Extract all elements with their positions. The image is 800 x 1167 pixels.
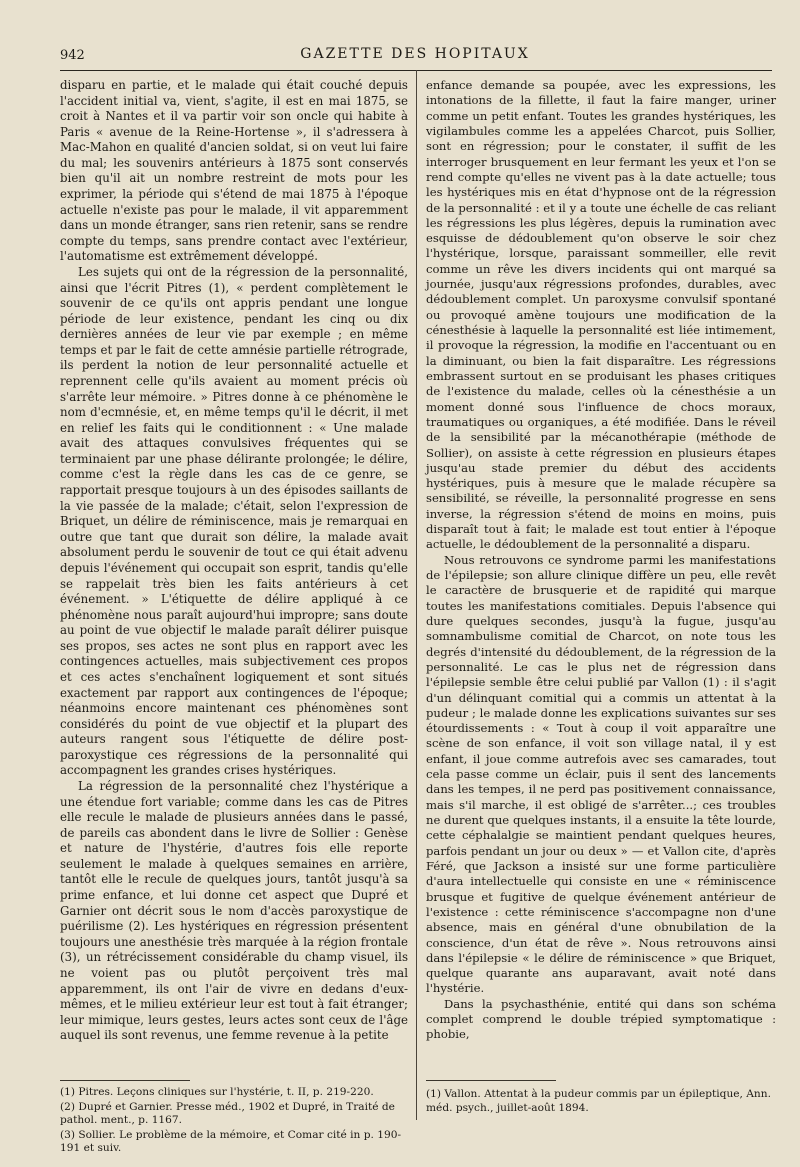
paragraph: Dans la psychasthénie, entité qui dans son schéma complet comprend le double trépied symptomatique : phobie,	[426, 996, 776, 1042]
footnote: (1) Pitres. Leçons cliniques sur l'hystérie, t. II, p. 219-220.	[60, 1086, 374, 1098]
column-divider	[416, 70, 417, 1120]
footnote: (1) Vallon. Attentat à la pudeur commis par un épileptique, Ann. méd. psych., juillet-août 1894.	[426, 1088, 771, 1114]
paragraph: disparu en partie, et le malade qui était couché depuis l'accident initial va, vient, s'agite, il est en mai 1875, se croit à Nantes et il va partir voir son oncle qui habite à Paris « avenue de la Reine-Hortense », il s'adressera à Mac-Mahon en qualité d'ancien soldat, si on veut lui faire du mal; les souvenirs antérieurs à 1875 sont conservés bien qu'il ait un nombre restreint de mots pour les exprimer, la période qui s'étend de mai 1875 à l'époque actuelle n'existe pas pour le malade, il vit apparemment dans un monde étranger, sans rien retenir, sans se rendre compte du temps, sans prendre contact avec l'extérieur, l'automatisme est extrêmement développé.	[60, 78, 408, 264]
page-number: 942	[60, 48, 85, 63]
footnote-rule	[60, 1080, 190, 1081]
right-column	[426, 78, 776, 1043]
paragraph: enfance demande sa poupée, avec les expressions, les intonations de la fillette, il faut la faire manger, uriner comme un petit enfant. Toutes les grandes hystériques, les vigilambules comme les a appelées Charcot, puis Sollier, sont en régression; pour le constater, il suffit de les interroger brusquement en leur fermant les yeux et l'on se rend compte qu'elles ne vivent pas à la date actuelle; tous les hystériques mis en état d'hypnose ont de la régression de la personnalité : et il y a toute une échelle de cas reliant les régressions les plus légères, depuis la rumination avec esquisse de dédoublement qu'on observe le soir chez l'hystérique, lorsque, paraissant sommeiller, elle revit comme un rêve les divers incidents qui ont marqué sa journée, jusqu'aux régressions profondes, durables, avec dédoublement complet. Un paroxysme convulsif spontané ou provoqué amène toujours une modification de la cénesthésie à laquelle la personnalité est liée intimement, il provoque la régression, la modifie en l'accentuant ou en la diminuant, ou bien la fait disparaître. Les régressions embrassent surtout en se produisant les phases critiques de l'existence du malade, celles où la cénesthésie a un moment donné sous l'influence de chocs moraux, traumatiques ou organiques, a été modifiée. Dans le réveil de la sensibilité par la mécanothérapie (méthode de Sollier), on assiste à cette régression en plusieurs étapes jusqu'au stade premier du début des accidents hystériques, puis à mesure que le malade récupère sa sensibilité, se réveille, la personnalité progresse en sens inverse, la régression s'étend de moins en moins, puis disparaît tout à fait; le malade est tout entier à l'époque actuelle, le dédoublement de la personnalité a disparu.	[426, 78, 776, 552]
paragraph: Nous retrouvons ce syndrome parmi les manifestations de l'épilepsie; son allure clinique diffère un peu, elle revêt le caractère de brusquerie et de rapidité qui marque toutes les manifestations comitiales. Depuis l'absence qui dure quelques secondes, jusqu'à la fugue, jusqu'au somnambulisme comitial de Charcot, on note tous les degrés d'intensité du dédoublement, de la régression de la personnalité. Le cas le plus net de régression dans l'épilepsie semble être celui publié par Vallon (1) : il s'agit d'un délinquant comitial qui a commis un attentat à la pudeur ; le malade donne les explications suivantes sur ses étourdissements : « Tout à coup il voit apparaître une scène de son enfance, il voit son village natal, il y est enfant, il joue comme autrefois avec ses camarades, tout cela passe comme un éclair, puis il sent des lancements dans les tempes, il ne perd pas positivement connaissance, mais s'il marche, il est obligé de s'arrêter...; ces troubles ne durent que quelques instants, il a ensuite la tête lourde, cette céphalalgie se maintient pendant quelques heures, parfois pendant un jour ou deux » — et Vallon cite, d'après Féré, que Jackson a insisté sur une forme particulière d'aura intellectuelle qui consiste en une « réminiscence brusque et fugitive de quelque événement antérieur de l'existence : cette réminiscence s'accompagne non d'une absence, mais en général d'une obnubilation de la conscience, d'un état de rêve ». Nous retrouvons ainsi dans l'épilepsie « le délire de réminiscence » que Briquet, quelque quarante ans auparavant, avait noté dans l'hystérie.	[426, 552, 776, 996]
left-column	[60, 78, 408, 1044]
footnote: (2) Dupré et Garnier. Presse méd., 1902 et Dupré, in Traité de pathol. ment., p. 1167.	[60, 1100, 395, 1127]
page-header	[60, 28, 770, 62]
footnotes-right	[426, 1088, 776, 1116]
paragraph: La régression de la personnalité chez l'hystérique a une étendue fort variable; comme dans les cas de Pitres elle recule le malade de plusieurs années dans le passé, de pareils cas abondent dans le livre de Sollier : Genèse et nature de l'hystérie, d'autres fois elle reporte seulement le malade à quelques semaines en arrière, tantôt elle le recule de quelques jours, tantôt jusqu'à sa prime enfance, et lui donne cet aspect que Dupré et Garnier ont décrit sous le nom d'accès paroxystique de puérilisme (2). Les hystériques en régression présentent toujours une anesthésie très marquée à la région frontale (3), un rétrécissement considérable du champ visuel, ils ne voient pas ou plutôt perçoivent très mal apparemment, ils ont l'air de vivre en dedans d'eux-mêmes, et le milieu extérieur leur est tout à fait étranger; leur mimique, leurs gestes, leurs actes sont ceux de l'âge auquel ils sont revenus, une femme revenue à la petite	[60, 779, 408, 1043]
footnote-rule	[426, 1080, 556, 1081]
journal-title: GAZETTE DES HOPITAUX	[300, 46, 530, 62]
footnotes-left	[60, 1086, 408, 1157]
footnote: (3) Sollier. Le problème de la mémoire, et Comar cité in p. 190-191 et suiv.	[60, 1128, 402, 1155]
paragraph: Les sujets qui ont de la régression de la personnalité, ainsi que l'écrit Pitres (1), « perdent complètement le souvenir de ce qu'ils ont appris pendant une longue période de leur existence, pendant les cinq ou dix dernières années de leur vie par exemple ; en même temps et par le fait de cette amnésie partielle rétrograde, ils perdent la notion de leur personnalité actuelle et reprennent celle qu'ils avaient au moment précis où s'arrête leur mémoire. » Pitres donne à ce phénomène le nom d'ecmnésie, et, en même temps qu'il le décrit, il met en relief les faits qui le conditionnent : « Une malade avait des attaques convulsives fréquentes qui se terminaient par une phase délirante prolongée; le délire, comme c'est la règle dans les cas de ce genre, se rapportait presque toujours à un des épisodes saillants de la vie passée de la malade; c'était, selon l'expression de Briquet, un délire de réminiscence, mais je remarquai en outre que tant que durait son délire, la malade avait absolument perdu le souvenir de tout ce qui était advenu depuis l'événement qui occupait son esprit, tandis qu'elle se rappelait très bien les faits antérieurs à cet événement. » L'étiquette de délire appliqué à ce phénomène nous paraît aujourd'hui impropre; sans doute au point de vue objectif le malade paraît délirer puisque ses propos, ses actes ne sont plus en rapport avec les contingences actuelles, mais subjectivement ces propos et ces actes s'enchaînent logiquement et sont situés exactement par rapport aux contingences de l'époque; néanmoins encore maintenant ces phénomènes sont considérés du point de vue objectif et la plupart des auteurs rangent sous l'étiquette de délire post-paroxystique ces régressions de la personnalité qui accompagnent les grandes crises hystériques.	[60, 264, 408, 778]
